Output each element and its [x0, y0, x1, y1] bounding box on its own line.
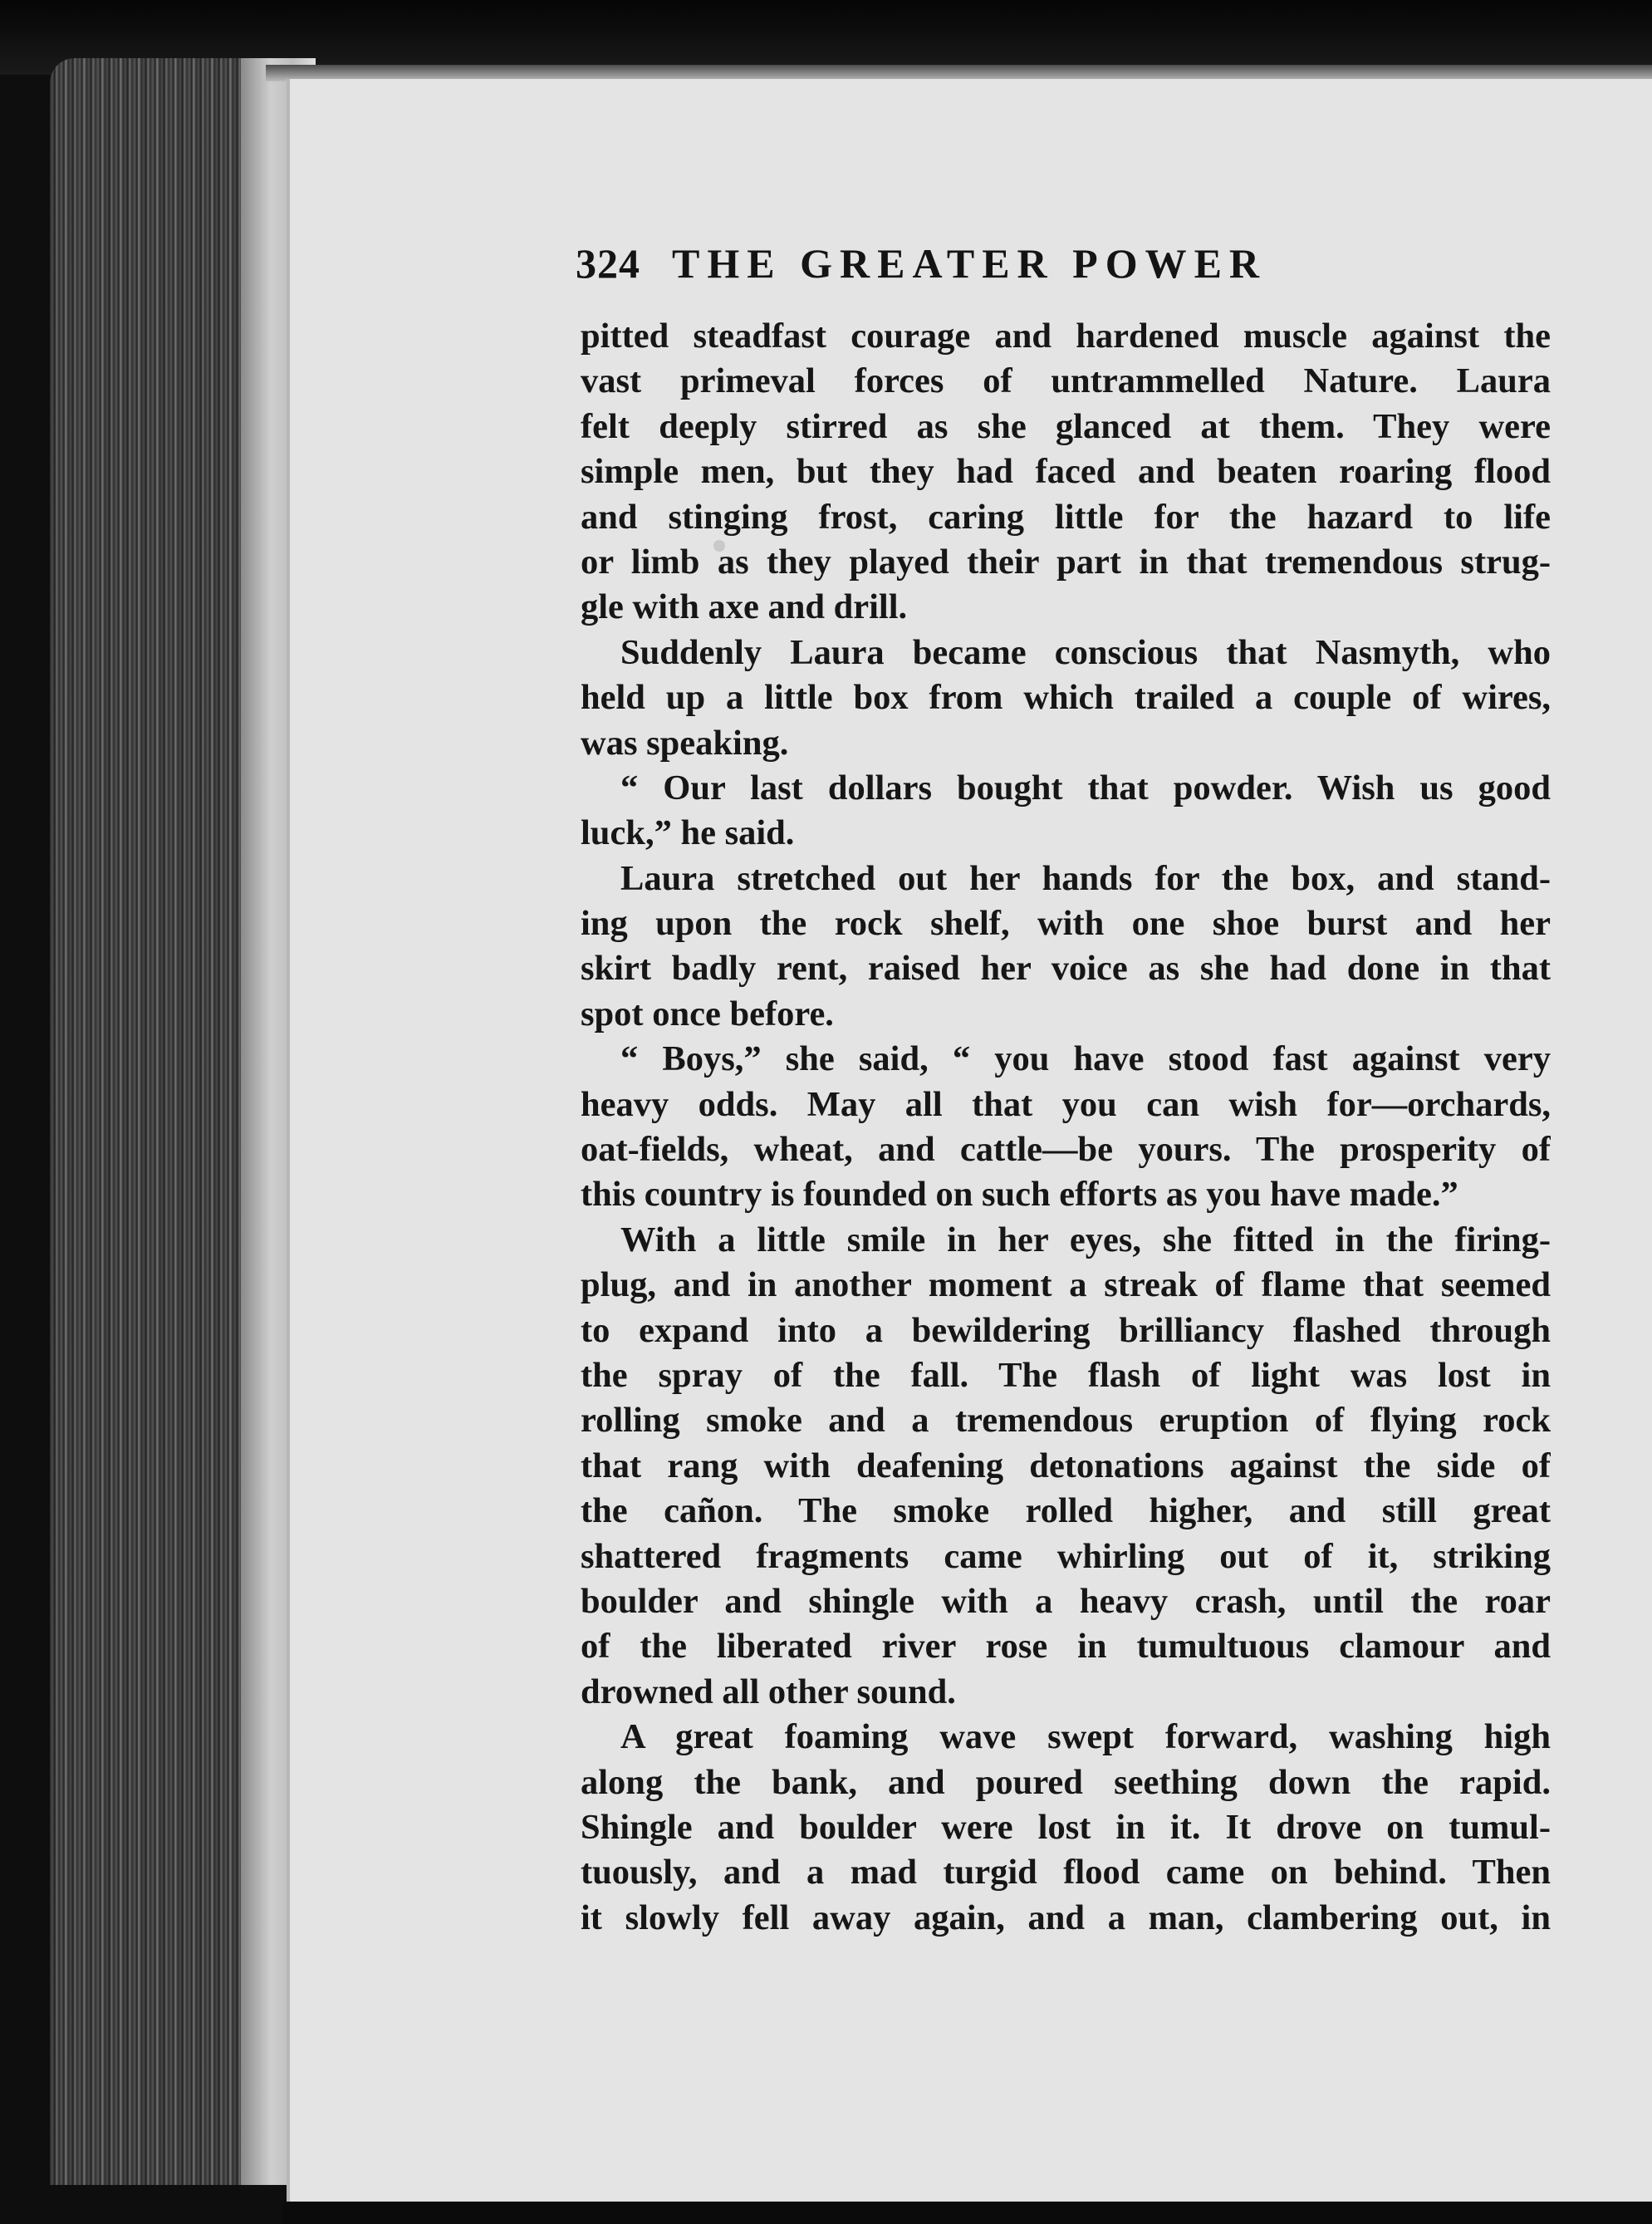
text-line: A great foaming wave swept forward, washing high [620, 1717, 1551, 1757]
running-title: THE GREATER POWER [672, 240, 1267, 287]
text-line: felt deeply stirred as she glanced at them. They were [581, 406, 1551, 446]
text-line: heavy odds. May all that you can wish for—orchards, [581, 1084, 1551, 1124]
text-line: “ Our last dollars bought that powder. Wish us good [620, 768, 1551, 808]
text-line: spot once before. [581, 994, 834, 1033]
book-page-edges [50, 58, 316, 2185]
body-text [581, 314, 1551, 1941]
text-line: the spray of the fall. The flash of light was lost in [581, 1355, 1551, 1395]
text-line: that rang with deafening detonations against the side of [581, 1446, 1551, 1485]
text-line: gle with axe and drill. [581, 587, 908, 627]
text-line: ing upon the rock shelf, with one shoe burst and her [581, 904, 1551, 944]
text-line: rolling smoke and a tremendous eruption of flying rock [581, 1401, 1551, 1441]
page-number: 324 [576, 240, 640, 287]
text-line: was speaking. [581, 723, 789, 763]
text-line: held up a little box from which trailed a couple of wires, [581, 678, 1551, 718]
text-line: pitted steadfast courage and hardened muscle against the [581, 317, 1551, 356]
text-line: tuously, and a mad turgid flood came on behind. Then [581, 1853, 1551, 1893]
text-line: skirt badly rent, raised her voice as she had done in that [581, 949, 1551, 989]
text-line: Laura stretched out her hands for the box, and stand- [620, 858, 1551, 898]
text-line: luck,” he said. [581, 813, 795, 853]
text-line: Suddenly Laura became conscious that Nasmyth, who [620, 632, 1551, 672]
scanner-bottom [282, 2202, 1652, 2224]
text-line: to expand into a bewildering brilliancy flashed through [581, 1310, 1551, 1350]
text-line: oat-fields, wheat, and cattle—be yours. The prosperity of [581, 1130, 1551, 1170]
text-line: boulder and shingle with a heavy crash, until the roar [581, 1581, 1551, 1621]
text-line: or limb as they played their part in that tremendous strug- [581, 542, 1551, 582]
text-line: this country is founded on such efforts as you have made.” [581, 1175, 1458, 1215]
text-line: the cañon. The smoke rolled higher, and still great [581, 1491, 1551, 1531]
running-head [576, 239, 1413, 291]
text-line: With a little smile in her eyes, she fitted in the firing- [620, 1220, 1551, 1259]
text-line: plug, and in another moment a streak of flame that seemed [581, 1265, 1551, 1305]
text-line: along the bank, and poured seething down the rapid. [581, 1762, 1551, 1802]
text-line: vast primeval forces of untrammelled Nature. Laura [581, 361, 1551, 401]
text-line: simple men, but they had faced and beaten roaring flood [581, 452, 1551, 492]
text-line: and stinging frost, caring little for the hazard to life [581, 497, 1551, 537]
text-line: shattered fragments came whirling out of it, striking [581, 1536, 1551, 1576]
text-line: it slowly fell away again, and a man, clambering out, in [581, 1898, 1551, 1937]
text-line: drowned all other sound. [581, 1672, 956, 1711]
text-line: Shingle and boulder were lost in it. It drove on tumul- [581, 1807, 1551, 1847]
text-line: of the liberated river rose in tumultuous clamour and [581, 1627, 1551, 1667]
text-line: “ Boys,” she said, “ you have stood fast against very [620, 1039, 1551, 1079]
